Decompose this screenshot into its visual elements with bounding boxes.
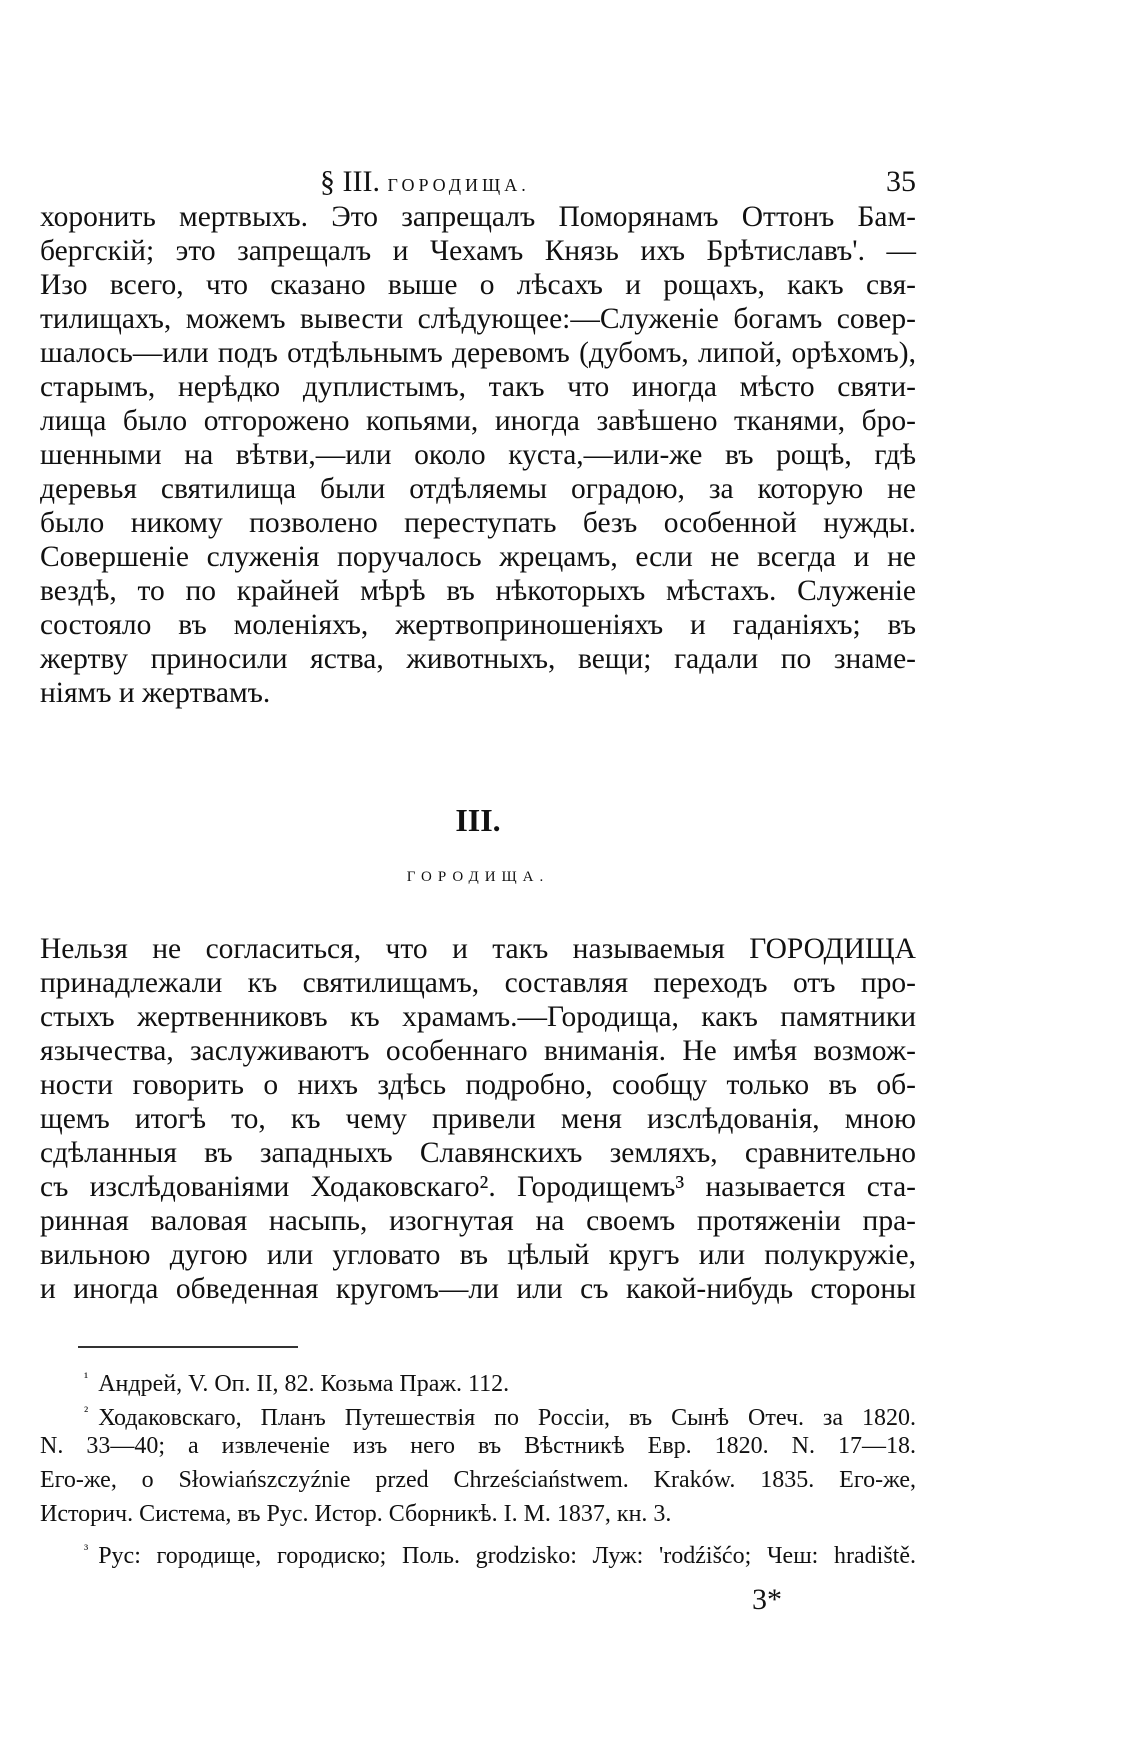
text-line: и иногда обведенная кругомъ—ли или съ какой-нибудь стороны	[40, 1273, 916, 1305]
signature-mark: 3*	[752, 1583, 782, 1616]
section-symbol: §	[320, 165, 335, 198]
section-heading-numeral: III.	[455, 802, 501, 838]
text-line: бергскій; это запрещалъ и Чехамъ Князь ихъ Брѣтиславъ'. —	[40, 235, 916, 267]
text-line: старымъ, нерѣдко дуплистымъ, такъ что иногда мѣсто святи-	[40, 371, 916, 403]
header-title-text: ГОРОДИЩА.	[387, 175, 530, 195]
text-line: стыхъ жертвенниковъ къ храмамъ.—Городища, какъ памятники	[40, 1001, 916, 1033]
footnote-text: Рус: городище, городиско; Поль. grodzisko: Луж: 'rodźišćo; Чеш: hradiště.	[98, 1543, 916, 1569]
text-line: было никому позволено переступать безъ особенной нужды.	[40, 507, 916, 539]
footnote-text: Андрей, V. Оп. II, 82. Козьма Праж. 112.	[98, 1371, 510, 1397]
footnote-2-line-4: Историч. Система, въ Рус. Истор. Сборникѣ. I. M. 1837, кн. 3.	[40, 1501, 672, 1527]
footnote-marker: ²	[84, 1405, 89, 1420]
footnote-marker: ¹	[84, 1371, 89, 1386]
text-line: деревья святилища были отдѣляемы оградою, за которую не	[40, 473, 916, 505]
text-line: вильною дугою или угловато въ цѣлый кругъ или полукружіе,	[40, 1239, 916, 1271]
footnote-2-line-2: N. 33—40; а извлеченіе изъ него въ Вѣстникѣ Евр. 1820. N. 17—18.	[40, 1433, 916, 1459]
footnote-separator	[78, 1346, 298, 1348]
text-line: состояло въ моленіяхъ, жертвоприношеніяхъ и гаданіяхъ; въ	[40, 609, 916, 641]
text-line: Нельзя не согласиться, что и такъ называемыя ГОРОДИЩА	[40, 933, 916, 965]
text-line: жертву приносили яства, животныхъ, вещи; гадали по знаме-	[40, 643, 916, 675]
text-line: Совершеніе служенія поручалось жрецамъ, если не всегда и не	[40, 541, 916, 573]
footnote-marker: ³	[84, 1543, 89, 1558]
section-heading-title: ГОРОДИЩА.	[406, 869, 550, 885]
text-line: съ изслѣдованіями Ходаковскаго². Городищемъ³ называется ста-	[40, 1171, 916, 1203]
text-line: щемъ итогѣ то, къ чему привели меня изслѣдованія, мною	[40, 1103, 916, 1135]
header-section-numeral: III.	[342, 165, 380, 198]
footnote-2-line-3: Его-же, о Słowiańszczyźnie przed Chrześciaństwem. Kraków. 1835. Его-же,	[40, 1467, 916, 1493]
page-number: 35	[886, 165, 916, 198]
text-line: ніямъ и жертвамъ.	[40, 677, 271, 709]
text-line: тилищахъ, можемъ вывести слѣдующее:—Служеніе богамъ совер-	[40, 303, 916, 335]
text-line: шалось—или подъ отдѣльнымъ деревомъ (дубомъ, липой, орѣхомъ),	[40, 337, 916, 369]
text-line: шенными на вѣтви,—или около куста,—или-же въ рощѣ, гдѣ	[40, 439, 916, 471]
text-line: хоронить мертвыхъ. Это запрещалъ Поморянамъ Оттонъ Бам-	[40, 201, 916, 233]
running-title	[320, 162, 530, 205]
text-line: ности говорить о нихъ здѣсь подробно, сообщу только въ об-	[40, 1069, 916, 1101]
text-line: лища было отгорожено копьями, иногда завѣшено тканями, бро-	[40, 405, 916, 437]
text-line: Изо всего, что сказано выше о лѣсахъ и рощахъ, какъ свя-	[40, 269, 916, 301]
footnote-1	[84, 1362, 916, 1395]
text-line: язычества, заслуживаютъ особеннаго вниманія. Не имѣя возмож-	[40, 1035, 916, 1067]
text-line: сдѣланныя въ западныхъ Славянскихъ земляхъ, сравнительно	[40, 1137, 916, 1169]
footnote-3	[84, 1534, 916, 1567]
text-line: вездѣ, то по крайней мѣрѣ въ нѣкоторыхъ мѣстахъ. Служеніе	[40, 575, 916, 607]
text-line: принадлежали къ святилищамъ, составляя переходъ отъ про-	[40, 967, 916, 999]
footnote-text: Ходаковскаго, Планъ Путешествія по Россіи, въ Сынѣ Отеч. за 1820.	[98, 1405, 916, 1431]
footnote-2-line-1	[84, 1396, 916, 1429]
text-line: ринная валовая насыпь, изогнутая на своемъ протяженіи пра-	[40, 1205, 916, 1237]
running-header	[40, 162, 916, 202]
